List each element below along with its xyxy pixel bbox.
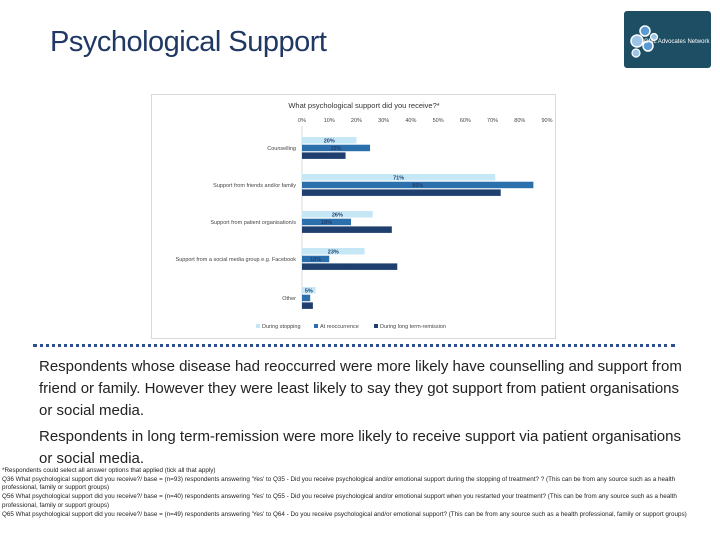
slide-title: Psychological Support bbox=[50, 26, 327, 58]
bar-data-label: 20% bbox=[323, 138, 335, 145]
chart-container bbox=[151, 94, 556, 339]
footnotes bbox=[2, 467, 702, 519]
category-label: Support from a social media group e.g. Facebook bbox=[175, 256, 296, 263]
category-label: Support from friends and/or family bbox=[213, 182, 296, 189]
chart-title: What psychological support did you receive?* bbox=[288, 101, 440, 110]
category-label: Counselling bbox=[267, 145, 296, 152]
legend-swatch bbox=[314, 324, 318, 328]
x-tick-label: 90% bbox=[541, 118, 553, 124]
legend-swatch bbox=[374, 324, 378, 328]
x-tick-label: 10% bbox=[323, 118, 335, 124]
legend-label: At reoccurrence bbox=[320, 324, 359, 330]
bar-data-label: 73% bbox=[395, 190, 407, 197]
bar-data-label: 85% bbox=[412, 183, 424, 190]
logo bbox=[624, 11, 711, 68]
legend-label: During stopping bbox=[262, 324, 301, 330]
x-tick-label: 60% bbox=[459, 118, 471, 124]
logo-text: CML Advocates Network bbox=[644, 39, 710, 45]
x-tick-label: 0% bbox=[298, 118, 306, 124]
bar-data-label: 33% bbox=[341, 227, 353, 234]
bar-data-label: 5% bbox=[304, 288, 313, 295]
bar-data-label: 71% bbox=[393, 175, 405, 182]
finding-paragraph-1: Respondents whose disease had reoccurred were more likely have counselling and support from friend or family. However they were least likely to say they got support from patient organisations or social media. bbox=[39, 358, 682, 419]
bar bbox=[302, 295, 310, 302]
x-tick-label: 50% bbox=[432, 118, 444, 124]
footnote-1: *Respondents could select all answer options that applied (tick all that apply) bbox=[2, 467, 216, 474]
x-tick-label: 30% bbox=[378, 118, 390, 124]
bar-data-label: 25% bbox=[330, 146, 342, 153]
x-tick-label: 80% bbox=[514, 118, 526, 124]
x-tick-label: 40% bbox=[405, 118, 417, 124]
bar-data-label: 16% bbox=[318, 153, 330, 160]
finding-paragraph-2: Respondents in long term-remission were more likely to receive support via patient organisations or social media. bbox=[39, 428, 681, 467]
dotted-divider bbox=[33, 344, 675, 347]
footnote-2: Q36 What psychological support did you receive?/ base = (n=93) respondents answering 'Yes' to Q35 - Did you receive psychological and/or emotional support during the stopping of treatment? ? (This can be from any source such as a health professional, family or support groups) bbox=[2, 475, 676, 492]
x-tick-label: 70% bbox=[487, 118, 499, 124]
bar-chart bbox=[152, 95, 555, 338]
bar-data-label: 35% bbox=[344, 264, 356, 271]
footnote-3: Q56 What psychological support did you receive?/ base = (n=40) respondents answering 'Yes' to Q55 - Did you receive psychological and/or emotional support when you restarted your treatment? (This can be from any source such as a health professional, family or support groups) bbox=[2, 493, 677, 509]
footnote-4: Q65 What psychological support did you receive?/ base = (n=49) respondents answering 'Yes' to Q64 - Do you receive psychological and/or emotional support? (This can be from any source such as a health professional, family or support groups) bbox=[2, 510, 687, 518]
bar-data-label: 4% bbox=[303, 303, 312, 310]
legend-swatch bbox=[256, 324, 260, 328]
bar-data-label: 18% bbox=[320, 220, 333, 227]
legend-label: During long term-remission bbox=[380, 324, 447, 330]
category-label: Other bbox=[282, 295, 296, 302]
bar-data-label: 23% bbox=[327, 249, 339, 256]
category-label: Support from patient organisation/s bbox=[210, 219, 296, 226]
findings-text bbox=[39, 356, 689, 474]
x-tick-label: 20% bbox=[350, 118, 362, 124]
bar-data-label: 10% bbox=[310, 257, 322, 264]
bar-data-label: 26% bbox=[331, 212, 343, 219]
